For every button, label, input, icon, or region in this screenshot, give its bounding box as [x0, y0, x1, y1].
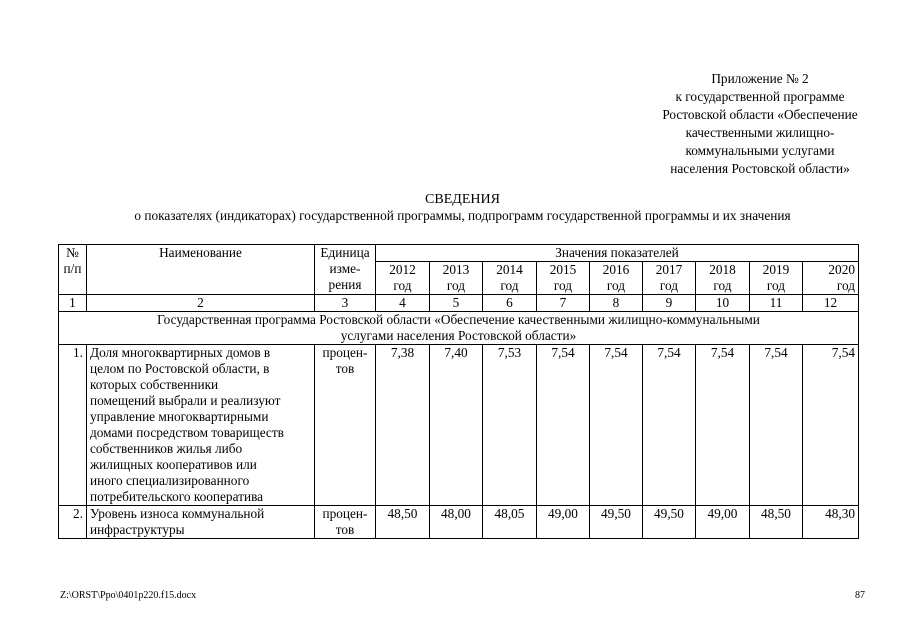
document-subtitle: о показателях (индикаторах) государственной программы, подпрограмм государственной программы и их значения	[134, 208, 791, 223]
program-title-line: услугами населения Ростовской области»	[340, 328, 577, 343]
year-label: 2020	[828, 262, 855, 277]
row-unit	[315, 345, 376, 506]
column-number: 5	[430, 295, 483, 312]
column-number: 8	[590, 295, 643, 312]
year-word: год	[836, 278, 855, 293]
year-word: год	[713, 278, 732, 293]
column-number: 11	[750, 295, 803, 312]
row-value: 7,54	[537, 345, 590, 506]
row-value: 7,54	[696, 345, 750, 506]
header-year-cell	[643, 262, 696, 295]
document-heading	[40, 192, 885, 224]
appendix-line: коммунальными услугами	[685, 143, 835, 158]
year-label: 2014	[496, 262, 523, 277]
row-name	[87, 506, 315, 539]
row-name-line: Доля многоквартирных домов в	[90, 345, 271, 360]
table-header-row	[59, 245, 859, 262]
header-year-cell	[696, 262, 750, 295]
row-unit-line: тов	[335, 361, 355, 376]
header-unit-line2: изме-	[329, 261, 361, 276]
row-value: 48,00	[430, 506, 483, 539]
header-unit-cell	[315, 245, 376, 295]
row-name-line: потребительского кооператива	[90, 489, 264, 504]
column-number: 7	[537, 295, 590, 312]
row-value: 7,54	[590, 345, 643, 506]
header-num-line1: №	[66, 245, 79, 260]
header-values-group: Значения показателей	[376, 245, 859, 262]
table-row	[59, 345, 859, 506]
year-label: 2017	[655, 262, 683, 277]
appendix-line: Приложение № 2	[711, 71, 809, 86]
row-unit	[315, 506, 376, 539]
indicators-table	[58, 244, 859, 539]
row-name-line: жилищных кооперативов или	[90, 457, 257, 472]
row-value: 49,50	[643, 506, 696, 539]
header-num-cell	[59, 245, 87, 295]
year-word: год	[446, 278, 466, 293]
year-label: 2012	[389, 262, 416, 277]
appendix-note	[600, 70, 905, 178]
header-year-cell	[430, 262, 483, 295]
year-label: 2019	[762, 262, 790, 277]
year-word: год	[659, 278, 679, 293]
row-name-line: помещений выбрали и реализуют	[90, 393, 281, 408]
appendix-line: к государственной программе	[675, 89, 845, 104]
row-value: 49,00	[696, 506, 750, 539]
header-year-cell	[750, 262, 803, 295]
appendix-line: Ростовской области «Обеспечение	[662, 107, 858, 122]
column-number: 2	[87, 295, 315, 312]
row-name-line: Уровень износа коммунальной	[90, 506, 265, 521]
column-number: 1	[59, 295, 87, 312]
column-number: 3	[315, 295, 376, 312]
header-year-cell	[537, 262, 590, 295]
page-number: 87	[855, 590, 865, 601]
column-number: 10	[696, 295, 750, 312]
row-name-line: домами посредством товариществ	[90, 425, 284, 440]
column-number: 4	[376, 295, 430, 312]
year-word: год	[393, 278, 412, 293]
row-name-line: управление многоквартирными	[90, 409, 269, 424]
row-value: 7,53	[483, 345, 537, 506]
row-num: 2.	[59, 506, 87, 539]
row-value: 7,54	[750, 345, 803, 506]
header-year-cell	[376, 262, 430, 295]
row-value: 7,54	[803, 345, 859, 506]
row-name-line: иного специализированного	[90, 473, 250, 488]
header-year-cell	[590, 262, 643, 295]
row-name-line: инфраструктуры	[90, 522, 185, 537]
table-row	[59, 506, 859, 539]
column-number: 6	[483, 295, 537, 312]
program-title-line: Государственная программа Ростовской области «Обеспечение качественными жилищно-коммунальными	[157, 312, 760, 327]
year-label: 2016	[602, 262, 630, 277]
row-value: 7,54	[643, 345, 696, 506]
appendix-line: качественными жилищно-	[685, 125, 835, 140]
program-title-row	[59, 312, 859, 345]
row-value: 7,38	[376, 345, 430, 506]
header-year-cell	[803, 262, 859, 295]
year-label: 2018	[709, 262, 736, 277]
row-value: 48,05	[483, 506, 537, 539]
header-unit-line1: Единица	[320, 245, 370, 260]
year-label: 2013	[442, 262, 470, 277]
year-word: год	[500, 278, 519, 293]
row-name-line: целом по Ростовской области, в	[90, 361, 270, 376]
document-title: СВЕДЕНИЯ	[425, 192, 500, 207]
row-unit-line: процен-	[322, 506, 368, 521]
row-value: 48,50	[376, 506, 430, 539]
header-num-line2: п/п	[63, 261, 82, 276]
year-word: год	[553, 278, 573, 293]
program-title-cell	[59, 312, 859, 345]
header-year-cell	[483, 262, 537, 295]
row-unit-line: тов	[335, 522, 355, 537]
row-value: 49,00	[537, 506, 590, 539]
column-number: 12	[803, 295, 859, 312]
appendix-line: населения Ростовской области»	[670, 161, 850, 176]
row-name-line: собственников жилья либо	[90, 441, 243, 456]
row-name	[87, 345, 315, 506]
row-value: 48,30	[803, 506, 859, 539]
row-value: 49,50	[590, 506, 643, 539]
row-num: 1.	[59, 345, 87, 506]
file-path: Z:\ORST\Ppo\0401p220.f15.docx	[60, 590, 197, 601]
header-name-cell: Наименование	[87, 245, 315, 295]
year-word: год	[606, 278, 626, 293]
row-unit-line: процен-	[322, 345, 368, 360]
row-value: 48,50	[750, 506, 803, 539]
year-word: год	[766, 278, 786, 293]
column-numbers-row	[59, 295, 859, 312]
row-value: 7,40	[430, 345, 483, 506]
year-label: 2015	[549, 262, 577, 277]
row-name-line: которых собственники	[90, 377, 219, 392]
header-unit-line3: рения	[328, 277, 362, 292]
column-number: 9	[643, 295, 696, 312]
